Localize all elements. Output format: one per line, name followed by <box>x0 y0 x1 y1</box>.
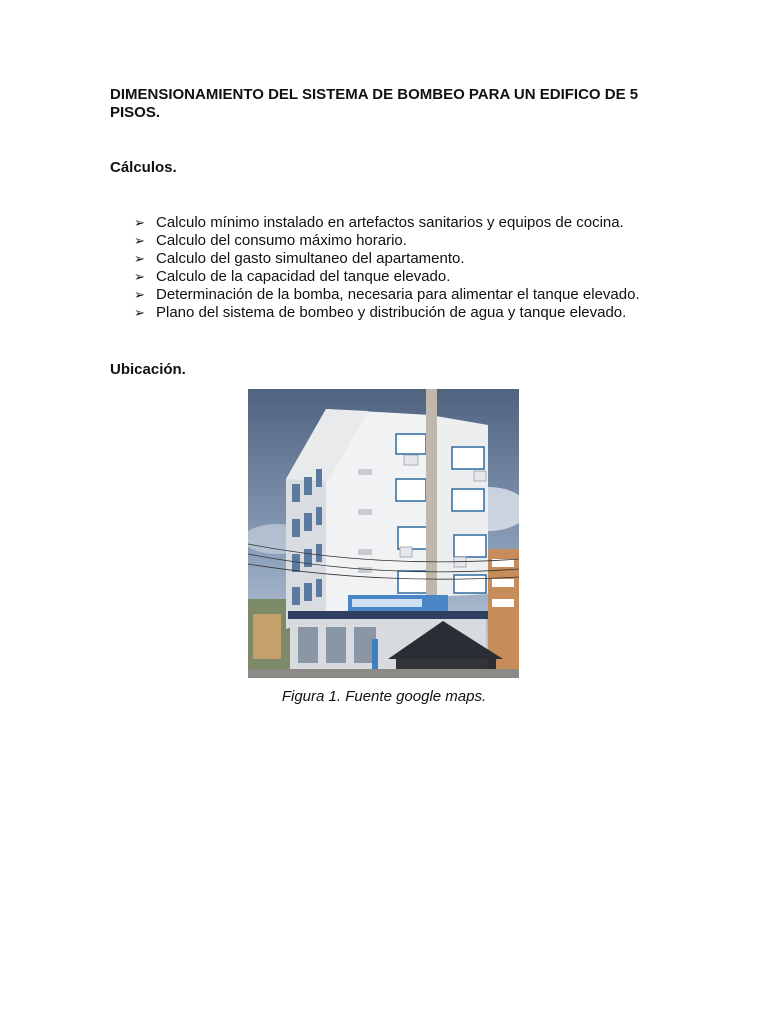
arrowhead-bullet-icon: ➢ <box>134 233 145 248</box>
arrowhead-bullet-icon: ➢ <box>134 215 145 230</box>
calculos-list <box>134 214 640 322</box>
arrowhead-bullet-icon: ➢ <box>134 305 145 320</box>
list-item-text: Calculo del gasto simultaneo del apartamento. <box>156 250 465 267</box>
list-item <box>134 214 640 232</box>
list-item <box>134 232 640 250</box>
list-item <box>134 304 640 322</box>
list-item-text: Calculo mínimo instalado en artefactos sanitarios y equipos de cocina. <box>156 214 624 231</box>
list-item-text: Calculo del consumo máximo horario. <box>156 232 407 249</box>
ubicacion-heading: Ubicación. <box>110 361 186 378</box>
list-item <box>134 286 640 304</box>
arrowhead-bullet-icon: ➢ <box>134 269 145 284</box>
figure-caption: Figura 1. Fuente google maps. <box>281 688 487 705</box>
list-item-text: Determinación de la bomba, necesaria para alimentar el tanque elevado. <box>156 286 640 303</box>
list-item <box>134 250 640 268</box>
document-title: DIMENSIONAMIENTO DEL SISTEMA DE BOMBEO PARA UN EDIFICO DE 5 PISOS. <box>110 86 639 121</box>
arrowhead-bullet-icon: ➢ <box>134 287 145 302</box>
list-item <box>134 268 640 286</box>
list-item-text: Calculo de la capacidad del tanque elevado. <box>156 268 451 285</box>
calculos-heading: Cálculos. <box>110 159 177 176</box>
arrowhead-bullet-icon: ➢ <box>134 251 145 266</box>
building-photo <box>248 389 519 678</box>
list-item-text: Plano del sistema de bombeo y distribución de agua y tanque elevado. <box>156 304 627 321</box>
